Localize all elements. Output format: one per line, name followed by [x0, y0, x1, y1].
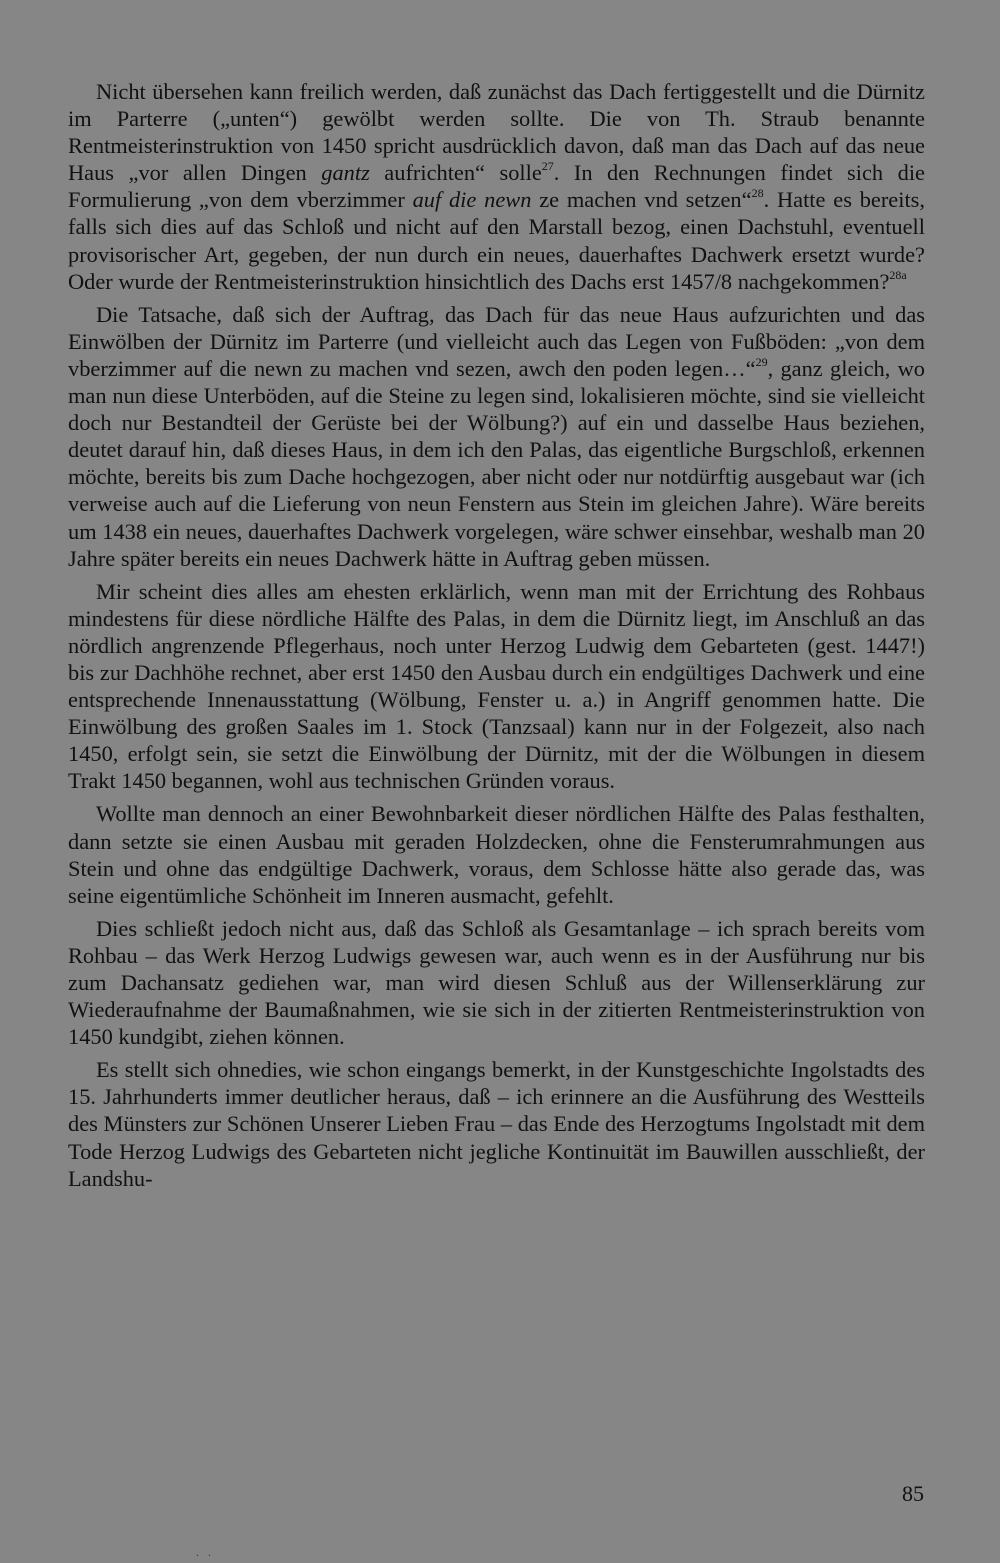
- text-run: ze machen vnd setzen“: [531, 187, 752, 213]
- text-run: . In den Rechnungen findet sich die Formulierung „von dem vberzimmer: [68, 160, 925, 213]
- italic-text: auf die newn: [412, 187, 532, 213]
- footnote-ref: 28a: [889, 267, 907, 282]
- text-run: Es stellt sich ohnedies, wie schon eingangs bemerkt, in der Kunstgeschichte Ingolstadts des 15. Jahrhunderts immer deutlicher heraus, daß – ich erinnere an die Ausführung des Westteils des Münsters zur Schönen Unserer Lieben Frau – das Ende des Herzogtums Ingolstadt mit dem Tode Herzog Ludwigs des Gebarteten nicht jegliche Kontinuität im Bauwillen ausschließt, der Landshu-: [68, 1057, 925, 1191]
- paragraph: [68, 915, 925, 1050]
- text-run: Nicht übersehen kann freilich werden, daß zunächst das Dach fertiggestellt und die Dürnitz im Parterre („unten“) gewölbt werden sollte. Die von Th. Straub benannte Rentmeisterinstruktion von 1450 spricht ausdrücklich davon, daß man das Dach auf das neue Haus „vor allen Dingen: [68, 79, 925, 186]
- footnote-ref: 29: [755, 354, 768, 369]
- page-number: 85: [902, 1481, 924, 1506]
- paragraph: [68, 1056, 925, 1191]
- paragraph: [68, 301, 925, 572]
- text-run: Wollte man dennoch an einer Bewohnbarkeit dieser nördlichen Hälfte des Palas festhalten, dann setzte sie einen Ausbau mit geraden Holzdecken, ohne die Fensterumrahmungen aus Stein und ohne das endgültige Dachwerk, voraus, dem Schlosse hätte also gerade das, was seine eigentümliche Schönheit im Inneren ausmacht, gefehlt.: [68, 801, 925, 908]
- text-run: aufrichten“ solle: [369, 160, 542, 186]
- text-run: , ganz gleich, wo man nun diese Unterböden, auf die Steine zu legen sind, lokalisieren möchte, sind sie vielleicht doch nur Bestandteil der Gerüste bei der Wölbung?) auf ein und dasselbe Haus beziehen, deutet darauf hin, daß dieses Haus, in dem ich den Palas, das eigentliche Burgschloß, erkennen möchte, bereits bis zum Dache hochgezogen, aber nicht oder nur notdürftig ausgebaut war (ich verweise auch auf die Lieferung von neun Fenstern aus Stein im gleichen Jahre). Wäre bereits um 1438 ein neues, dauerhaftes Dachwerk vorgelegen, wäre schwer einsehbar, weshalb man 20 Jahre später bereits ein neues Dachwerk hätte in Auftrag geben müssen.: [68, 355, 925, 571]
- paragraph: [68, 800, 925, 908]
- footnote-ref: 28: [751, 186, 764, 201]
- text-run: . Hatte es bereits, falls sich dies auf das Schloß und nicht auf den Marstall bezog, einen Dachstuhl, eventuell provisorischer Art, gegeben, der nun durch ein neues, dauerhaftes Dachwerk ersetzt wurde? Oder wurde der Rentmeisterinstruktion hinsichtlich des Dachs erst 1457/8 nachgekommen?: [68, 187, 925, 294]
- italic-text: gantz: [321, 160, 370, 186]
- bottom-marks: . .: [196, 1545, 214, 1559]
- footnote-ref: 27: [541, 159, 554, 174]
- paragraph: [68, 78, 925, 295]
- text-run: Die Tatsache, daß sich der Auftrag, das Dach für das neue Haus aufzurichten und das Einwölben der Dürnitz im Parterre (und vielleicht auch das Legen von Fußböden: „von dem vberzimmer auf die newn zu machen vnd sezen, awch den poden legen…“: [68, 301, 925, 381]
- paragraph: [68, 578, 925, 795]
- text-run: Dies schließt jedoch nicht aus, daß das Schloß als Gesamtanlage – ich sprach bereits vom Rohbau – das Werk Herzog Ludwigs gewesen war, auch wenn es in der Ausführung nur bis zum Dachansatz gediehen war, man wird diesen Schluß aus der Willenserklärung zur Wiederaufnahme der Baumaßnahmen, wie sie sich in der zitierten Rentmeisterinstruktion von 1450 kundgibt, ziehen können.: [68, 915, 925, 1050]
- body-text: [68, 78, 925, 1198]
- text-run: Mir scheint dies alles am ehesten erklärlich, wenn man mit der Errichtung des Rohbaus mindestens für diese nördliche Hälfte des Palas, in dem die Dürnitz liegt, im Anschluß an das nördlich angrenzende Pflegerhaus, noch unter Herzog Ludwig dem Gebarteten (gest. 1447!) bis zur Dachhöhe rechnet, aber erst 1450 den Ausbau durch ein endgültiges Dachwerk und eine entsprechende Innenausstattung (Wölbung, Fenster u. a.) in Angriff genommen hatte. Die Einwölbung des großen Saales im 1. Stock (Tanzsaal) kann nur in der Folgezeit, also nach 1450, erfolgt sein, sie setzt die Einwölbung der Dürnitz, mit der die Wölbungen in diesem Trakt 1450 begannen, wohl aus technischen Gründen voraus.: [68, 578, 925, 794]
